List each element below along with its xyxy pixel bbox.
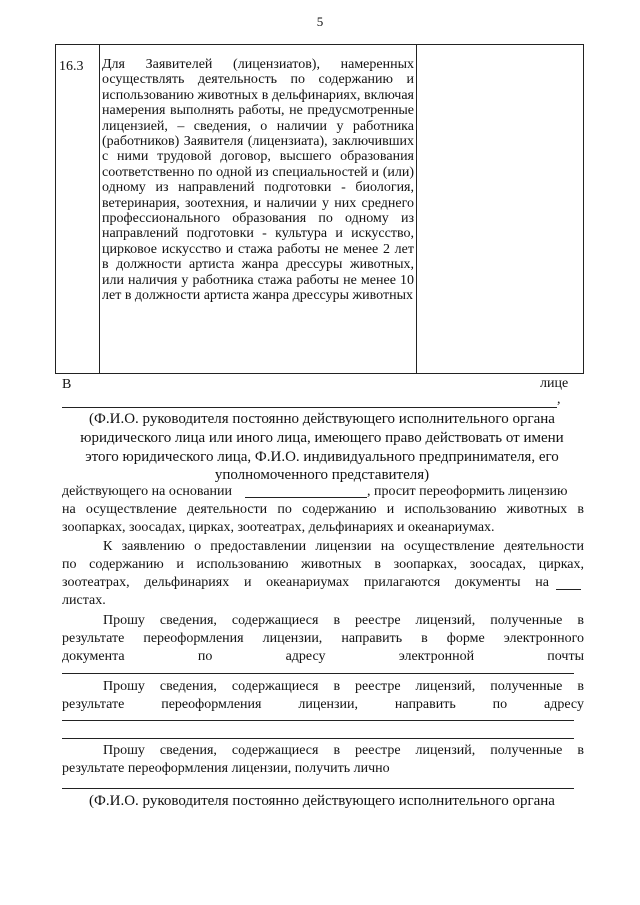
email-word-5: почты bbox=[547, 649, 584, 664]
v-label: В bbox=[62, 377, 72, 392]
email-word-1: документа bbox=[62, 649, 125, 664]
attach-line-4: листах. bbox=[62, 593, 106, 608]
item-description: Для Заявителей (лицензиатов), намеренных осуществлять деятельность по содержанию и использованию животных в дельфинариях, включая намерения выполнять работы, не предусмотренные лицензией, – сведения, о наличии у работника (работников) Заявителя (лицензиата), заключивших с ними трудовой договор, высшего образования соответственно по одной из специальностей и (или) одному из направлений подготовки - биология, ветеринария, зоотехния, и наличии у них среднего профессионального образования по одному из направлений подготовки - культура и искусство, цирковое искусство и стажа работы не менее 2 лет в должности артиста жанра дрессуры животных, или наличия у работника стажа работы не менее 10 лет в должности артиста жанра дрессуры животных bbox=[102, 57, 414, 304]
address-word-1: результате bbox=[62, 697, 125, 712]
email-line-3 bbox=[62, 649, 584, 665]
request-line-1: на осуществление деятельности по содержанию и использованию животных в bbox=[62, 502, 584, 517]
item-table bbox=[55, 44, 584, 374]
attach-line-2: по содержанию и использованию животных в зоопарках, зоосадах, цирках, bbox=[62, 557, 584, 572]
address-word-6: адресу bbox=[544, 697, 584, 712]
item-number: 16.3 bbox=[59, 59, 84, 74]
email-word-2: по bbox=[197, 649, 213, 664]
address-input-line-2[interactable] bbox=[62, 738, 574, 739]
basis-label: действующего на основании bbox=[62, 484, 233, 499]
v-litse-label: лице bbox=[540, 376, 569, 391]
fio-comma: , bbox=[557, 392, 561, 407]
personal-line-2: результате переоформления лицензии, получить лично bbox=[62, 761, 390, 776]
address-word-4: направить bbox=[394, 697, 456, 712]
email-word-3: адресу bbox=[285, 649, 326, 664]
address-input-line-1[interactable] bbox=[62, 720, 574, 721]
address-word-2: переоформления bbox=[161, 697, 262, 712]
fio-note-line-1: (Ф.И.О. руководителя постоянно действующего исполнительного органа bbox=[89, 411, 555, 427]
basis-input-line[interactable] bbox=[245, 497, 367, 498]
fio-note-line-4: уполномоченного представителя) bbox=[214, 467, 430, 483]
page-number: 5 bbox=[316, 14, 324, 29]
email-input-line[interactable] bbox=[62, 673, 574, 674]
personal-input-line[interactable] bbox=[62, 788, 574, 789]
address-word-3: лицензии, bbox=[298, 697, 359, 712]
personal-line-1: Прошу сведения, содержащиеся в реестре лицензий, полученные в bbox=[103, 743, 584, 758]
fio-note-line-2: юридического лица или иного лица, имеющего право действовать от имени bbox=[80, 430, 564, 446]
address-word-5: по bbox=[492, 697, 508, 712]
address-line-1: Прошу сведения, содержащиеся в реестре лицензий, полученные в bbox=[103, 679, 584, 694]
fio-input-line[interactable] bbox=[62, 407, 557, 408]
item-number-cell bbox=[56, 45, 100, 373]
attach-count-input-line[interactable] bbox=[556, 589, 581, 590]
email-line-1: Прошу сведения, содержащиеся в реестре лицензий, полученные в bbox=[103, 613, 584, 628]
address-line-2 bbox=[62, 697, 584, 713]
fio-note-line-3: этого юридического лица, Ф.И.О. индивидуального предпринимателя, его bbox=[85, 449, 559, 465]
attach-line-3: зоотеатрах, дельфинариях и океанариумах прилагаются документы на bbox=[62, 575, 549, 590]
table-divider bbox=[416, 45, 417, 373]
basis-request: , просит переоформить лицензию bbox=[367, 484, 568, 499]
email-line-2: результате переоформления лицензии, направить в форме электронного bbox=[62, 631, 584, 646]
request-line-2: зоопарках, зоосадах, цирках, зоотеатрах, дельфинариях и океанариумах. bbox=[62, 520, 495, 535]
attach-line-1: К заявлению о предоставлении лицензии на осуществление деятельности bbox=[103, 539, 584, 554]
email-word-4: электронной bbox=[398, 649, 475, 664]
fio-note-bottom: (Ф.И.О. руководителя постоянно действующего исполнительного органа bbox=[89, 793, 555, 809]
